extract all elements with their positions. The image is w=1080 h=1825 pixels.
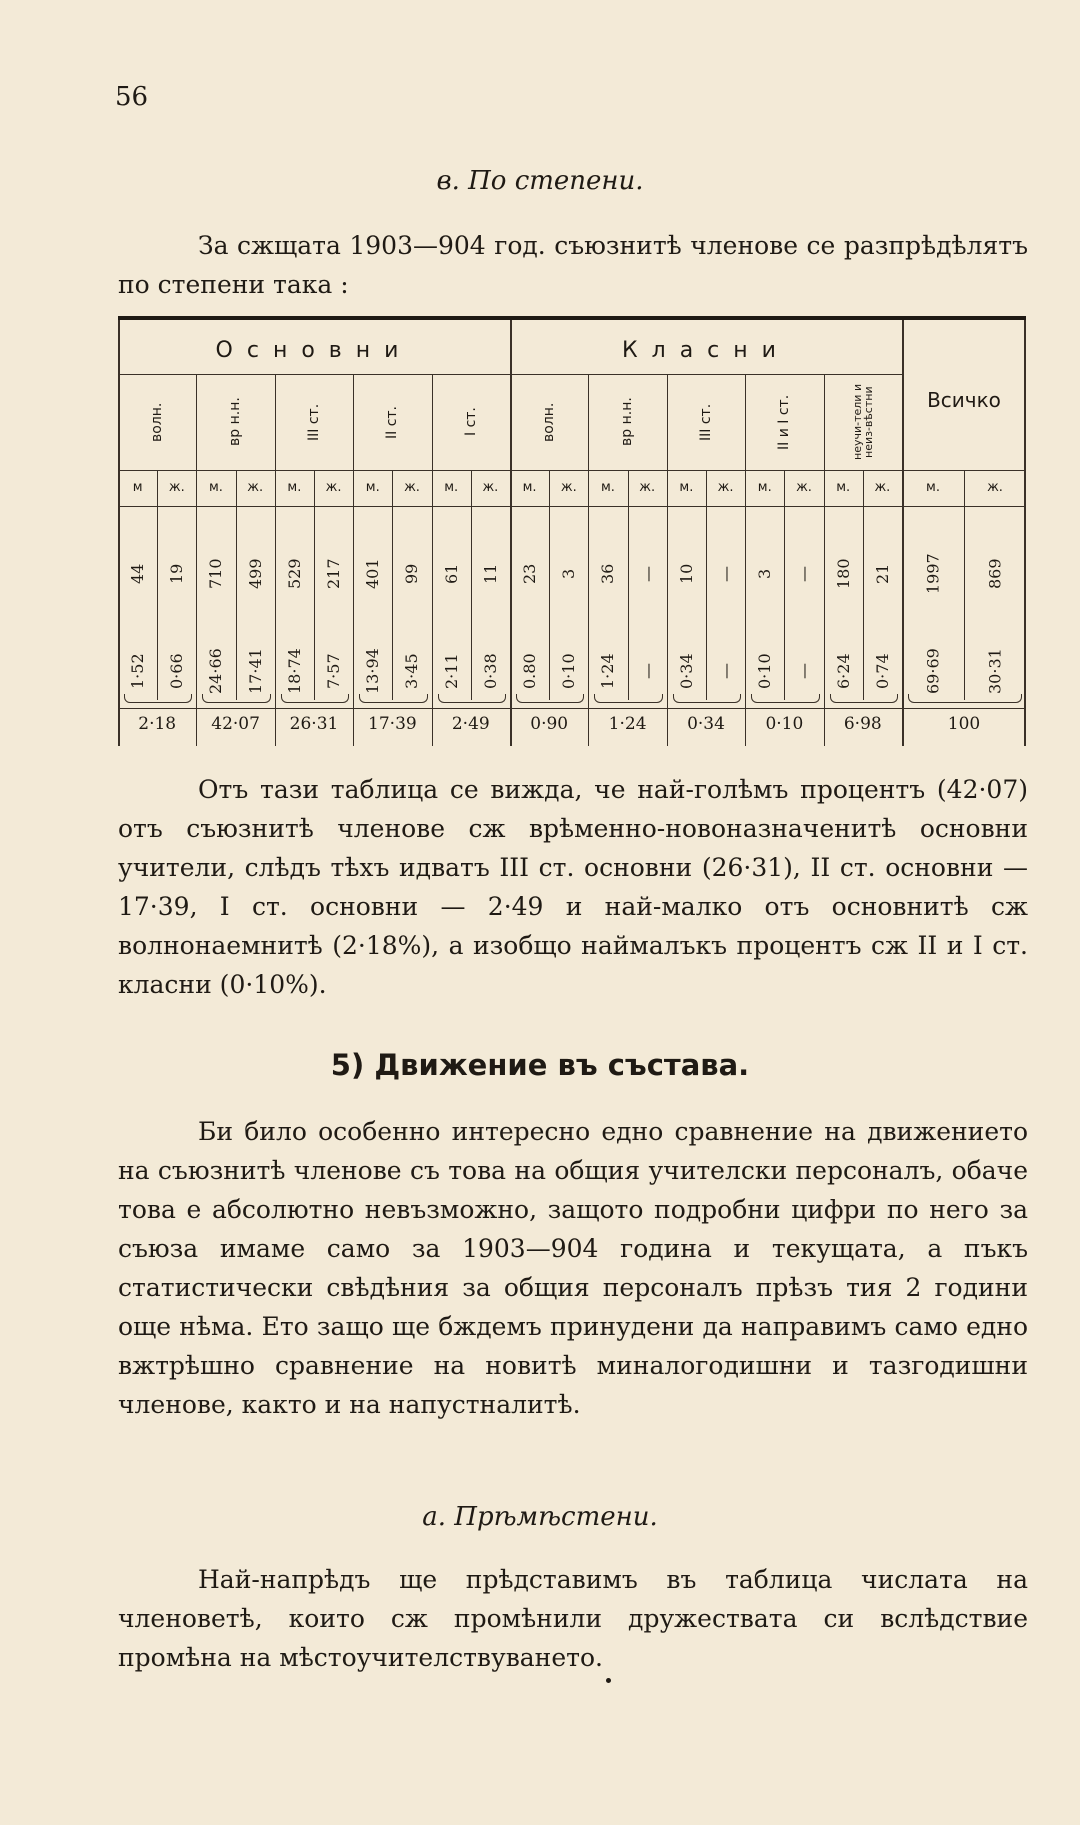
group-brace <box>438 694 506 703</box>
group-total: 0·10 <box>765 714 804 734</box>
percent-cell: 69·69 <box>923 648 943 694</box>
section-5-heading: 5) Движение въ състава. <box>330 1048 750 1082</box>
count-cell: 44 <box>128 563 148 585</box>
column-header: вр н.н. <box>619 397 636 447</box>
group-header-klasni: Класни <box>622 338 790 363</box>
count-cell: 1997 <box>923 553 943 595</box>
count-cell: 11 <box>480 563 500 585</box>
sex-label: ж. <box>987 480 1003 495</box>
group-total: 1·24 <box>608 714 647 734</box>
count-cell: 499 <box>245 558 265 590</box>
percent-cell: — <box>716 663 736 679</box>
degree-distribution-table <box>118 316 1026 746</box>
sex-label: м. <box>757 480 772 495</box>
table-hline <box>118 506 1026 507</box>
count-cell: 869 <box>985 558 1005 590</box>
column-header: III ст. <box>305 403 322 441</box>
sex-label: ж. <box>404 480 420 495</box>
percent-cell: 0·38 <box>480 653 500 689</box>
group-total: 26·31 <box>289 714 339 734</box>
count-cell: 3 <box>755 568 775 580</box>
count-cell: 19 <box>167 563 187 585</box>
sex-label: ж. <box>168 480 185 495</box>
total-header: Всичко <box>927 388 1001 412</box>
count-cell: 61 <box>441 563 461 585</box>
group-brace <box>908 694 1022 703</box>
column-header: неучи-тели и неиз-вѣстни <box>850 383 875 461</box>
table-hline <box>118 708 1026 709</box>
decorative-dot <box>606 1678 611 1683</box>
group-brace <box>594 694 662 703</box>
sex-label: м. <box>926 480 940 495</box>
sex-label: ж. <box>874 480 891 495</box>
percent-cell: 0·34 <box>676 653 696 689</box>
count-cell: 401 <box>363 558 383 590</box>
group-brace <box>673 694 741 703</box>
group-total: 2·49 <box>451 714 490 734</box>
group-header-osnovni: Основни <box>215 338 413 363</box>
percent-cell: 30·31 <box>985 648 1005 694</box>
column-header: III ст. <box>697 403 714 441</box>
paragraph-3-text: Най-напрѣдъ ще прѣдставимъ въ таблица числата на членоветѣ, които сж промѣнили дружествата си вслѣдствие промѣна на мѣстоучителствуването. <box>118 1565 1028 1672</box>
column-header: I ст. <box>462 407 479 437</box>
group-brace <box>359 694 427 703</box>
paragraph-2-text: Би било особенно интересно едно сравнение на движението на съюзнитѣ членове съ това на общия учителски персоналъ, обаче това е абсолютно невъзможно, защото подробни цифри по него за съюза имаме само за 1903—904 година и текущата, а пъкъ статистически свѣдѣния за общия персоналъ прѣзъ тия 2 години още нѣма. Ето защо ще бждемъ принудени да направимъ само едно вжтрѣшно сравнение на новитѣ миналогодишни и тазгодишни членове, както и на напустналитѣ. <box>118 1117 1028 1419</box>
percent-cell: 0·66 <box>167 653 187 689</box>
sex-label: ж. <box>796 480 812 495</box>
column-header: II ст. <box>384 405 401 439</box>
group-total: 17·39 <box>368 714 417 734</box>
count-cell: 3 <box>559 568 579 580</box>
column-header: волн. <box>149 402 166 442</box>
sex-label: м. <box>287 480 302 495</box>
percent-cell: 7·57 <box>324 653 344 689</box>
page-number: 56 <box>115 82 149 112</box>
group-brace <box>830 694 898 703</box>
percent-cell: 0·74 <box>872 653 892 689</box>
count-cell: 10 <box>676 563 696 585</box>
count-cell: 217 <box>324 558 344 590</box>
percent-cell: 6·24 <box>833 653 853 689</box>
sex-label: ж. <box>247 480 264 495</box>
percent-cell: — <box>637 663 657 679</box>
table-hline <box>118 470 1026 471</box>
column-header: волн. <box>541 402 558 442</box>
group-total: 100 <box>947 714 981 734</box>
count-cell: — <box>794 566 814 582</box>
paragraph-3 <box>118 1560 1028 1677</box>
column-header: II и I ст. <box>776 394 793 450</box>
percent-cell: 24·66 <box>206 648 226 694</box>
group-brace <box>281 694 349 703</box>
group-total: 42·07 <box>211 714 260 734</box>
group-brace <box>124 694 192 703</box>
count-cell: — <box>637 566 657 582</box>
count-cell: 21 <box>872 563 892 585</box>
percent-cell: 1·24 <box>598 653 618 689</box>
group-total: 0·34 <box>687 714 725 734</box>
count-cell: 180 <box>833 558 853 590</box>
percent-cell: 2·11 <box>441 653 461 689</box>
sex-label: ж. <box>325 480 342 495</box>
count-cell: — <box>716 566 736 582</box>
percent-cell: 18·74 <box>284 648 304 694</box>
paragraph-2 <box>118 1112 1028 1424</box>
count-cell: 710 <box>206 558 226 590</box>
percent-cell: 13·94 <box>363 648 383 694</box>
sex-label: м. <box>836 480 851 495</box>
percent-cell: 0·10 <box>559 653 579 689</box>
count-cell: 36 <box>598 563 618 585</box>
sex-label: ж. <box>639 480 656 495</box>
column-header: вр н.н. <box>227 397 244 447</box>
table-top-rule <box>118 316 1026 320</box>
percent-cell: 1·52 <box>128 653 148 689</box>
sex-label: ж. <box>717 480 734 495</box>
count-cell: 99 <box>402 563 422 585</box>
percent-cell: 0.80 <box>520 653 540 689</box>
sex-label: м. <box>679 480 694 495</box>
intro-paragraph: За сжщата 1903—904 год. съюзнитѣ членове се разпрѣдѣлятъ по степени така : <box>118 231 1028 299</box>
intro-text <box>118 226 1028 304</box>
group-total: 0·90 <box>530 714 569 734</box>
group-brace <box>751 694 819 703</box>
sex-label: ж. <box>482 480 499 495</box>
sex-label: м <box>132 480 143 495</box>
count-cell: 529 <box>284 558 304 590</box>
percent-cell: 3·45 <box>402 653 422 689</box>
sex-label: м. <box>444 480 459 495</box>
section-v-title: в. По степени. <box>436 166 644 196</box>
percent-cell: 17·41 <box>245 648 265 694</box>
group-brace <box>202 694 270 703</box>
paragraph-1-text: Отъ тази таблица се вижда, че най-голѣмъ процентъ (42·07) отъ съюзнитѣ членове сж врѣменно-новоназначенитѣ основни учители, слѣдъ тѣхъ идватъ III ст. основни (26·31), II ст. основни — 17·39, I ст. основни — 2·49 и най-малко отъ основнитѣ сж волнонаемнитѣ (2·18%), а изобщо наймалъкъ процентъ сж II и I ст. класни (0·10%). <box>118 775 1028 999</box>
percent-cell: — <box>794 663 814 679</box>
percent-cell: 0·10 <box>755 653 775 689</box>
group-total: 6·98 <box>843 714 882 734</box>
count-cell: 23 <box>520 563 540 585</box>
sex-label: ж. <box>560 480 577 495</box>
paragraph-1 <box>118 770 1028 1004</box>
sex-label: м. <box>365 480 380 495</box>
group-total: 2·18 <box>138 714 177 734</box>
group-brace <box>516 694 584 703</box>
sex-label: м. <box>209 480 223 495</box>
sex-label: м. <box>601 480 615 495</box>
section-a-title: а. Прѣмѣстени. <box>422 1502 658 1532</box>
sex-label: м. <box>522 480 537 495</box>
